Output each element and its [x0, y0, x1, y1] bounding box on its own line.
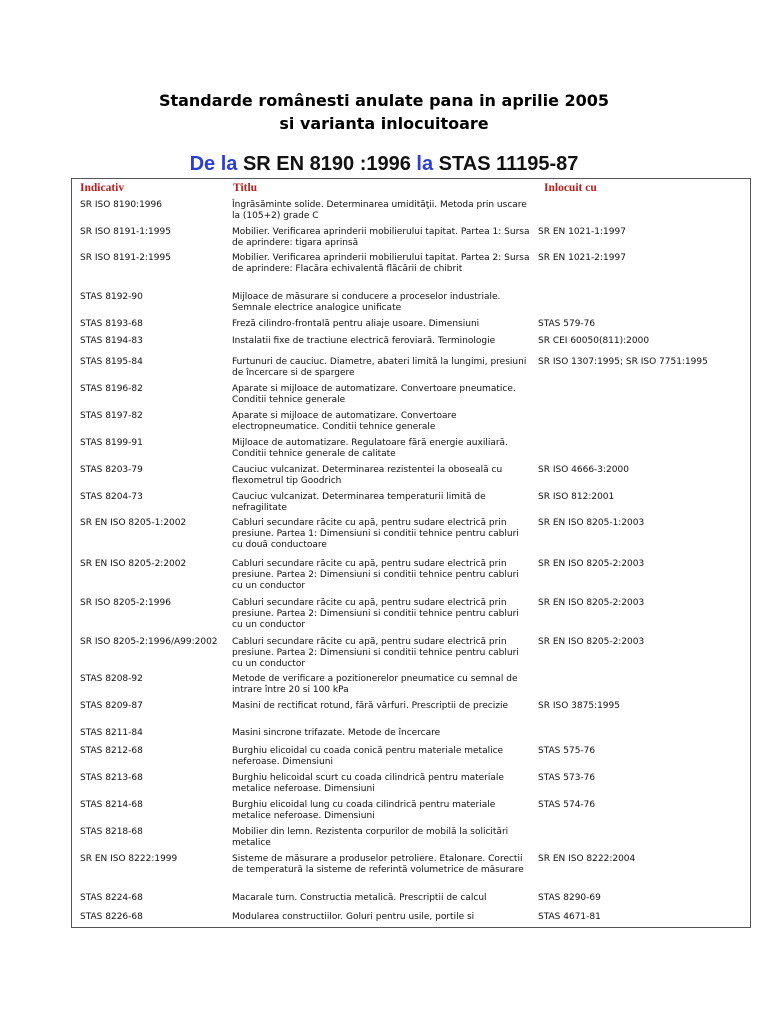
cell-titlu: Cabluri secundare răcite cu apă, pentru sudare electrică prin presiune. Partea 2: Dimensiuni si conditii tehnice pentru cabluri cu un conductor [232, 559, 519, 591]
column-header-inlocuit: Inlocuit cu [544, 182, 597, 194]
document-title: Standarde românesti anulate pana in aprilie 2005 [158, 91, 610, 110]
cell-indicativ: SR EN ISO 8205-2:2002 [80, 559, 187, 569]
cell-titlu: Aparate si mijloace de automatizare. Convertoare electropneumatice. Conditii tehnice generale [232, 411, 457, 432]
cell-titlu: Freză cilindro-frontală pentru aliaje usoare. Dimensiuni [232, 319, 480, 329]
cell-indicativ: SR ISO 8191-1:1995 [80, 227, 171, 237]
cell-indicativ: STAS 8197-82 [80, 411, 143, 421]
cell-titlu: Instalatii fixe de tractiune electrică feroviară. Terminologie [232, 336, 496, 346]
cell-inlocuit: STAS 579-76 [538, 319, 596, 329]
cell-indicativ: STAS 8192-90 [80, 292, 143, 302]
cell-titlu: Mijloace de măsurare si conducere a proceselor industriale. Semnale electrice analogice unificate [232, 292, 501, 313]
cell-titlu: Metode de verificare a pozitionerelor pneumatice cu semnal de intrare între 20 si 100 kPa [232, 674, 518, 695]
cell-inlocuit: SR ISO 812:2001 [538, 492, 615, 502]
cell-indicativ: STAS 8193-68 [80, 319, 143, 329]
range-from-value: SR EN 8190 :1996 [242, 153, 411, 175]
cell-inlocuit: STAS 8290-69 [538, 893, 601, 903]
column-header-indicativ: Indicativ [80, 182, 125, 194]
cell-indicativ: STAS 8195-84 [80, 357, 143, 367]
cell-titlu: Aparate si mijloace de automatizare. Convertoare pneumatice. Conditii tehnice generale [232, 384, 516, 405]
column-header-titlu: Titlu [233, 182, 258, 194]
cell-inlocuit: SR ISO 4666-3:2000 [538, 465, 629, 475]
cell-indicativ: SR ISO 8191-2:1995 [80, 253, 171, 263]
range-heading [0, 153, 768, 176]
cell-indicativ: STAS 8196-82 [80, 384, 143, 394]
cell-inlocuit: SR EN 1021-1:1997 [538, 227, 626, 237]
cell-indicativ: STAS 8203-79 [80, 465, 143, 475]
cell-indicativ: STAS 8218-68 [80, 827, 143, 837]
cell-indicativ: STAS 8211-84 [80, 728, 143, 738]
cell-inlocuit: STAS 574-76 [538, 800, 596, 810]
cell-titlu: Mijloace de automatizare. Regulatoare fără energie auxiliară. Conditii tehnice generale de calitate [232, 438, 508, 459]
cell-indicativ: STAS 8199-91 [80, 438, 143, 448]
cell-indicativ: STAS 8214-68 [80, 800, 143, 810]
cell-titlu: Cauciuc vulcanizat. Determinarea rezistentei la oboseală cu flexometrul tip Goodrich [232, 465, 503, 486]
cell-indicativ: SR EN ISO 8205-1:2002 [80, 518, 187, 528]
cell-titlu: Furtunuri de cauciuc. Diametre, abateri limită la lungimi, presiuni de încercare si de spargere [232, 357, 527, 378]
cell-inlocuit: SR EN ISO 8205-2:2003 [538, 637, 645, 647]
cell-indicativ: STAS 8208-92 [80, 674, 143, 684]
cell-inlocuit: STAS 575-76 [538, 746, 596, 756]
range-to-label: la [416, 153, 434, 175]
cell-indicativ: STAS 8224-68 [80, 893, 143, 903]
cell-indicativ: SR ISO 8205-2:1996/A99:2002 [80, 637, 218, 647]
cell-titlu: Burghiu elicoidal lung cu coada cilindrică pentru materiale metalice neferoase. Dimensiuni [232, 800, 496, 821]
cell-titlu: Modularea constructiilor. Goluri pentru usile, portile si [232, 912, 475, 922]
cell-inlocuit: SR ISO 3875:1995 [538, 701, 620, 711]
cell-inlocuit: SR EN ISO 8205-2:2003 [538, 598, 645, 608]
cell-titlu: Cabluri secundare răcite cu apă, pentru sudare electrică prin presiune. Partea 2: Dimensiuni si conditii tehnice pentru cabluri cu un conductor [232, 637, 519, 669]
cell-indicativ: STAS 8226-68 [80, 912, 143, 922]
cell-titlu: Burghiu elicoidal cu coada conică pentru materiale metalice neferoase. Dimensiuni [232, 746, 504, 767]
cell-titlu: Mobilier. Verificarea aprinderii mobilierului tapitat. Partea 2: Sursa de aprindere: Flacăra echivalentă flăcării de chibrit [232, 253, 530, 274]
cell-indicativ: STAS 8194-83 [80, 336, 143, 346]
cell-titlu: Cabluri secundare răcite cu apă, pentru sudare electrică prin presiune. Partea 2: Dimensiuni si conditii tehnice pentru cabluri cu un conductor [232, 598, 519, 630]
cell-titlu: Masini de rectificat rotund, fără vârfuri. Prescriptii de precizie [232, 701, 508, 711]
cell-indicativ: STAS 8212-68 [80, 746, 143, 756]
cell-inlocuit: SR CEI 60050(811):2000 [538, 336, 650, 346]
cell-titlu: Macarale turn. Constructia metalică. Prescriptii de calcul [232, 893, 487, 903]
cell-titlu: Cauciuc vulcanizat. Determinarea temperaturii limită de nefragilitate [232, 492, 486, 513]
cell-inlocuit: SR EN ISO 8205-1:2003 [538, 518, 645, 528]
range-from-label: De la [189, 153, 238, 175]
cell-titlu: Mobilier din lemn. Rezistenta corpurilor de mobilă la solicitări metalice [232, 827, 509, 848]
cell-indicativ: STAS 8209-87 [80, 701, 143, 711]
document-subtitle: si varianta inlocuitoare [279, 114, 489, 133]
cell-indicativ: STAS 8213-68 [80, 773, 143, 783]
cell-titlu: Masini sincrone trifazate. Metode de încercare [232, 728, 441, 738]
cell-titlu: Cabluri secundare răcite cu apă, pentru sudare electrică prin presiune. Partea 1: Dimensiuni si conditii tehnice pentru cabluri cu două conductoare [232, 518, 519, 550]
cell-indicativ: SR ISO 8205-2:1996 [80, 598, 171, 608]
cell-indicativ: STAS 8204-73 [80, 492, 143, 502]
cell-inlocuit: SR EN 1021-2:1997 [538, 253, 626, 263]
cell-titlu: Burghiu helicoidal scurt cu coada cilindrică pentru materiale metalice neferoase. Dimensiuni [232, 773, 504, 794]
cell-inlocuit: SR EN ISO 8222:2004 [538, 854, 636, 864]
cell-titlu: Sisteme de măsurare a produselor petroliere. Etalonare. Corectii de temperatură la sisteme de referintă volumetrice de măsurare [232, 854, 524, 875]
cell-titlu: Îngrăsăminte solide. Determinarea umidităţii. Metoda prin uscare la (105+2) grade C [232, 200, 527, 221]
cell-indicativ: SR EN ISO 8222:1999 [80, 854, 178, 864]
cell-indicativ: SR ISO 8190:1996 [80, 200, 162, 210]
cell-inlocuit: STAS 573-76 [538, 773, 596, 783]
cell-titlu: Mobilier. Verificarea aprinderii mobilierului tapitat. Partea 1: Sursa de aprindere: tigara aprinsă [232, 227, 530, 248]
cell-inlocuit: SR ISO 1307:1995; SR ISO 7751:1995 [538, 357, 708, 367]
range-to-value: STAS 11195-87 [438, 153, 579, 175]
cell-inlocuit: SR EN ISO 8205-2:2003 [538, 559, 645, 569]
cell-inlocuit: STAS 4671-81 [538, 912, 601, 922]
